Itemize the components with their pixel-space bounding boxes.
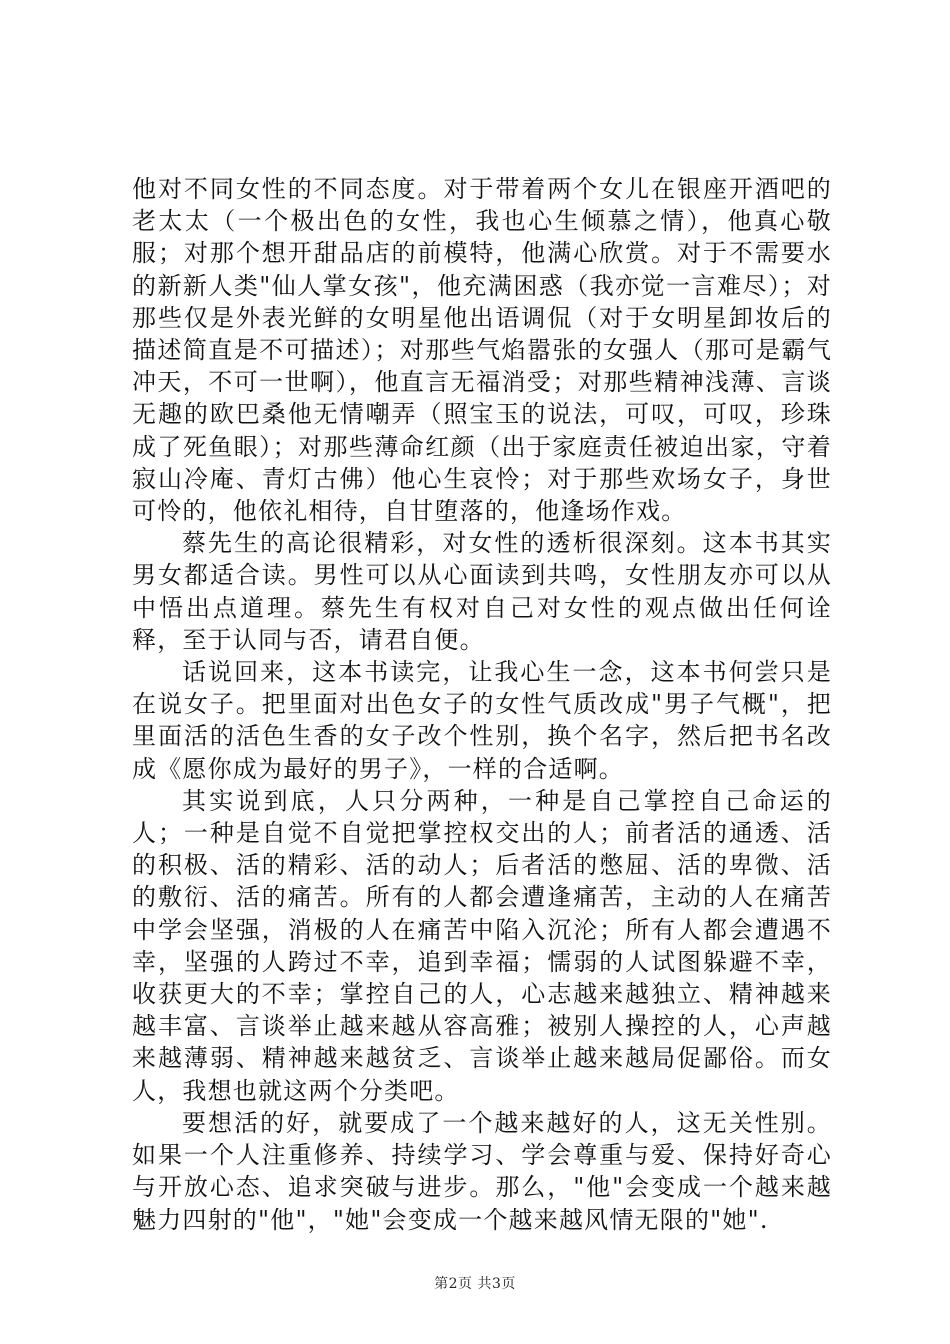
paragraph-5: 要想活的好，就要成了一个越来越好的人，这无关性别。如果一个人注重修养、持续学习、学会尊重与爱、保持好奇心与开放心态、追求突破与进步。那么，"他"会变成一个越来越魅力四射的"他"，"她"会变成一个越来越风情无限的"她". [132,1108,832,1234]
paragraph-1: 他对不同女性的不同态度。对于带着两个女儿在银座开酒吧的老太太（一个极出色的女性，我也心生倾慕之情），他真心敬服；对那个想开甜品店的前模特，他满心欣赏。对于不需要水的新新人类"仙人掌女孩"，他充满困惑（我亦觉一言难尽）；对那些仅是外表光鲜的女明星他出语调侃（对于女明星卸妆后的描述简直是不可描述）；对那些气焰嚣张的女强人（那可是霸气冲天，不可一世啊），他直言无福消受；对那些精神浅薄、言谈无趣的欧巴桑他无情嘲弄（照宝玉的说法，可叹，可叹，珍珠成了死鱼眼）；对那些薄命红颜（出于家庭责任被迫出家，守着寂山冷庵、青灯古佛）他心生哀怜；对于那些欢场女子，身世可怜的，他依礼相待，自甘堕落的，他逢场作戏。 [132,175,832,526]
page-footer [0,1274,950,1294]
page-number-label: 第2页 共3页 [434,1276,516,1292]
paragraph-4: 其实说到底，人只分两种，一种是自己掌控自己命运的人；一种是自觉不自觉把掌控权交出的人；前者活的通透、活的积极、活的精彩、活的动人；后者活的憋屈、活的卑微、活的敷衍、活的痛苦。所有的人都会遭逢痛苦，主动的人在痛苦中学会坚强，消极的人在痛苦中陷入沉沦；所有人都会遭遇不幸，坚强的人跨过不幸，追到幸福；懦弱的人试图躲避不幸，收获更大的不幸；掌控自己的人，心志越来越独立、精神越来越丰富、言谈举止越来越从容高雅；被别人操控的人，心声越来越薄弱、精神越来越贫乏、言谈举止越来越局促鄙俗。而女人，我想也就这两个分类吧。 [132,786,832,1105]
paragraph-3: 话说回来，这本书读完，让我心生一念，这本书何尝只是在说女子。把里面对出色女子的女性气质改成"男子气概"，把里面活的活色生香的女子改个性别，换个名字，然后把书名改成《愿你成为最好的男子》，一样的合适啊。 [132,658,832,783]
document-body [132,173,832,1236]
paragraph-2: 蔡先生的高论很精彩，对女性的透析很深刻。这本书其实男女都适合读。男性可以从心面读到共鸣，女性朋友亦可以从中悟出点道理。蔡先生有权对自己对女性的观点做出任何诠释，至于认同与否，请君自便。 [132,529,832,654]
